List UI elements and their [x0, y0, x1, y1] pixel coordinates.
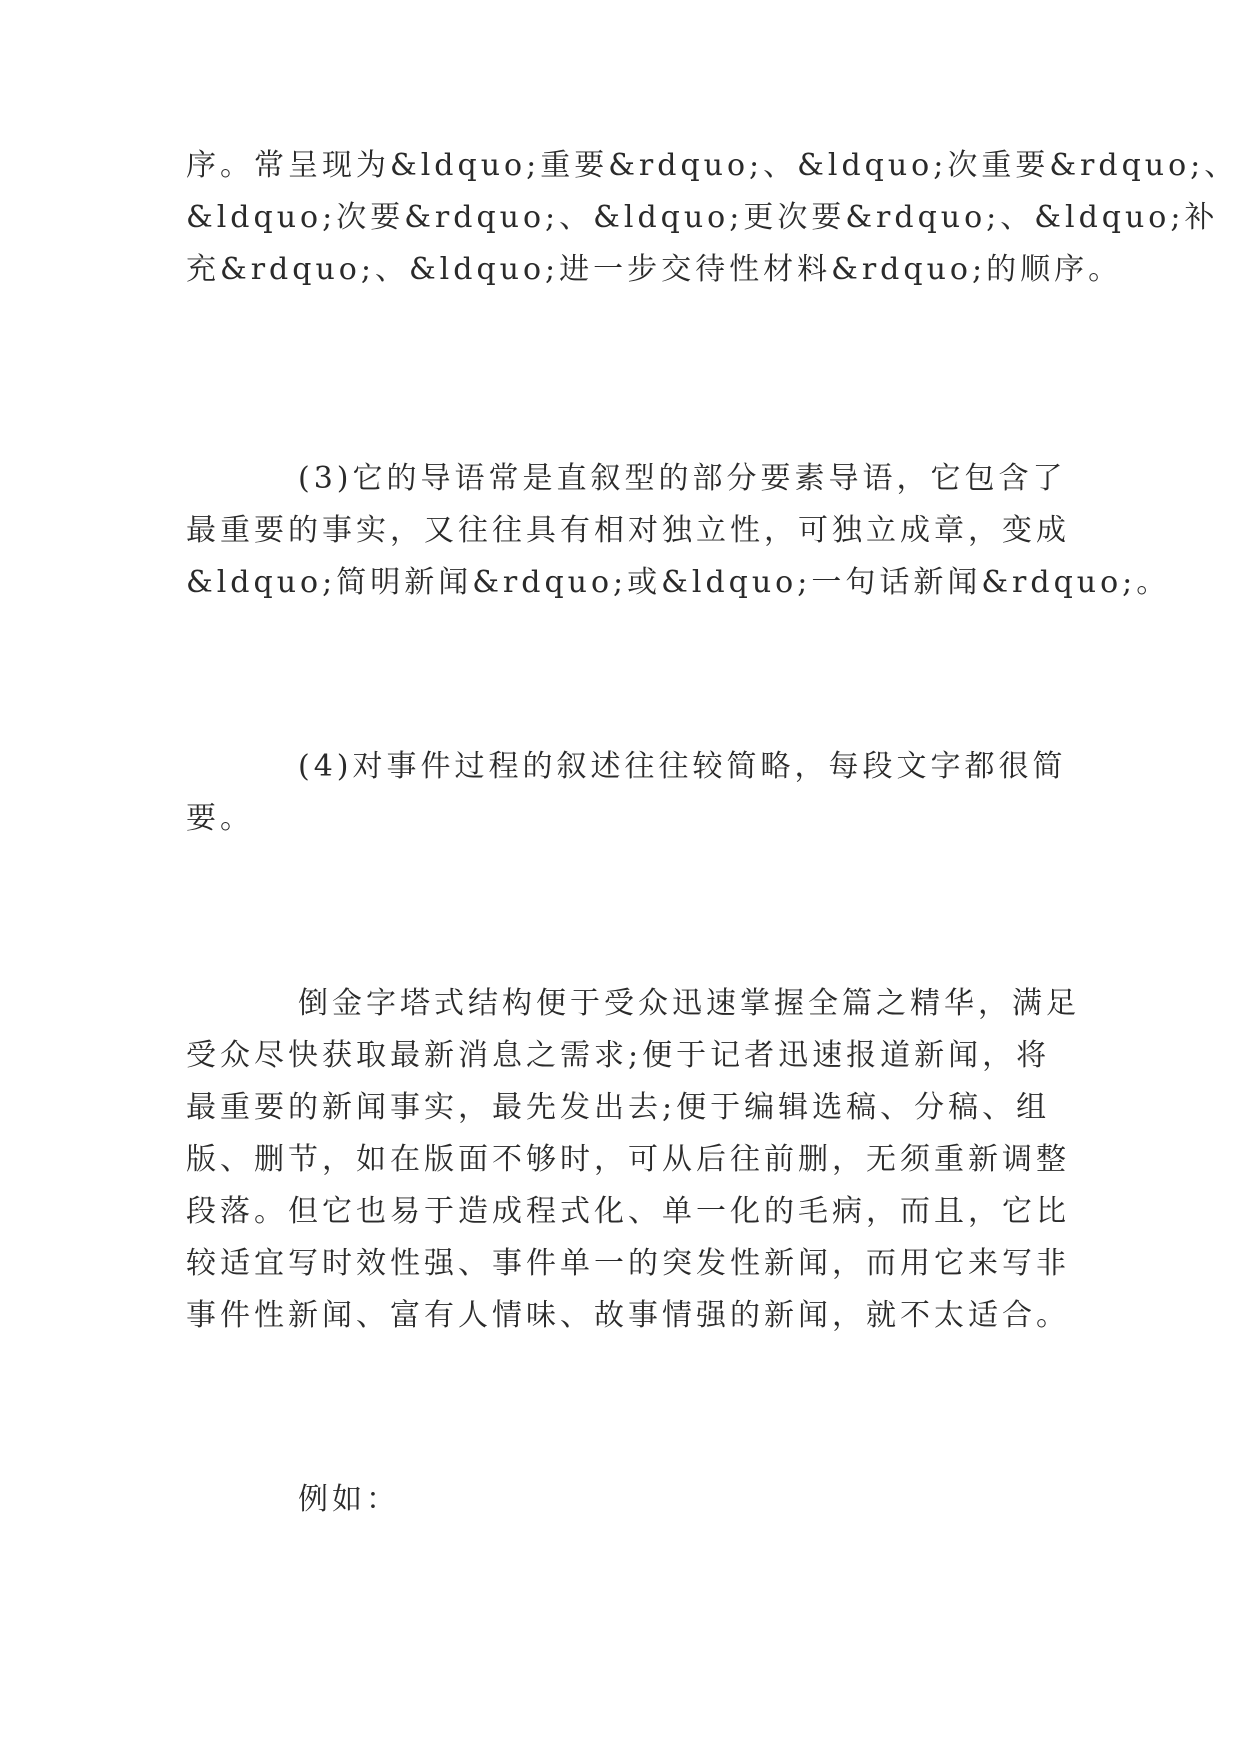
text-line: 序。常呈现为&ldquo;重要&rdquo;、&ldquo;次重要&rdquo;、	[186, 148, 1239, 183]
text-line: 倒金字塔式结构便于受众迅速掌握全篇之精华，满足	[298, 986, 1080, 1021]
text-line: 最重要的新闻事实，最先发出去;便于编辑选稿、分稿、组	[186, 1090, 1051, 1125]
text-line: &ldquo;次要&rdquo;、&ldquo;更次要&rdquo;、&ldquo;补	[186, 200, 1219, 235]
text-line: 段落。但它也易于造成程式化、单一化的毛病，而且，它比	[186, 1194, 1070, 1229]
text-line: 版、删节，如在版面不够时，可从后往前删，无须重新调整	[186, 1142, 1070, 1177]
text-line: 充&rdquo;、&ldquo;进一步交待性材料&rdquo;的顺序。	[186, 252, 1123, 287]
text-line: (4)对事件过程的叙述往往较简略，每段文字都很简	[298, 749, 1067, 784]
text-line: 例如：	[298, 1482, 400, 1517]
text-line: 事件性新闻、富有人情味、故事情强的新闻，就不太适合。	[186, 1298, 1070, 1333]
text-line: 受众尽快获取最新消息之需求;便于记者迅速报道新闻，将	[186, 1038, 1051, 1073]
text-line: 较适宜写时效性强、事件单一的突发性新闻，而用它来写非	[186, 1246, 1070, 1281]
text-line: &ldquo;简明新闻&rdquo;或&ldquo;一句话新闻&rdquo;。	[186, 565, 1171, 600]
text-line: 最重要的事实，又往往具有相对独立性，可独立成章，变成	[186, 513, 1070, 548]
text-line: 要。	[186, 801, 254, 836]
text-line: (3)它的导语常是直叙型的部分要素导语，它包含了	[298, 461, 1067, 496]
